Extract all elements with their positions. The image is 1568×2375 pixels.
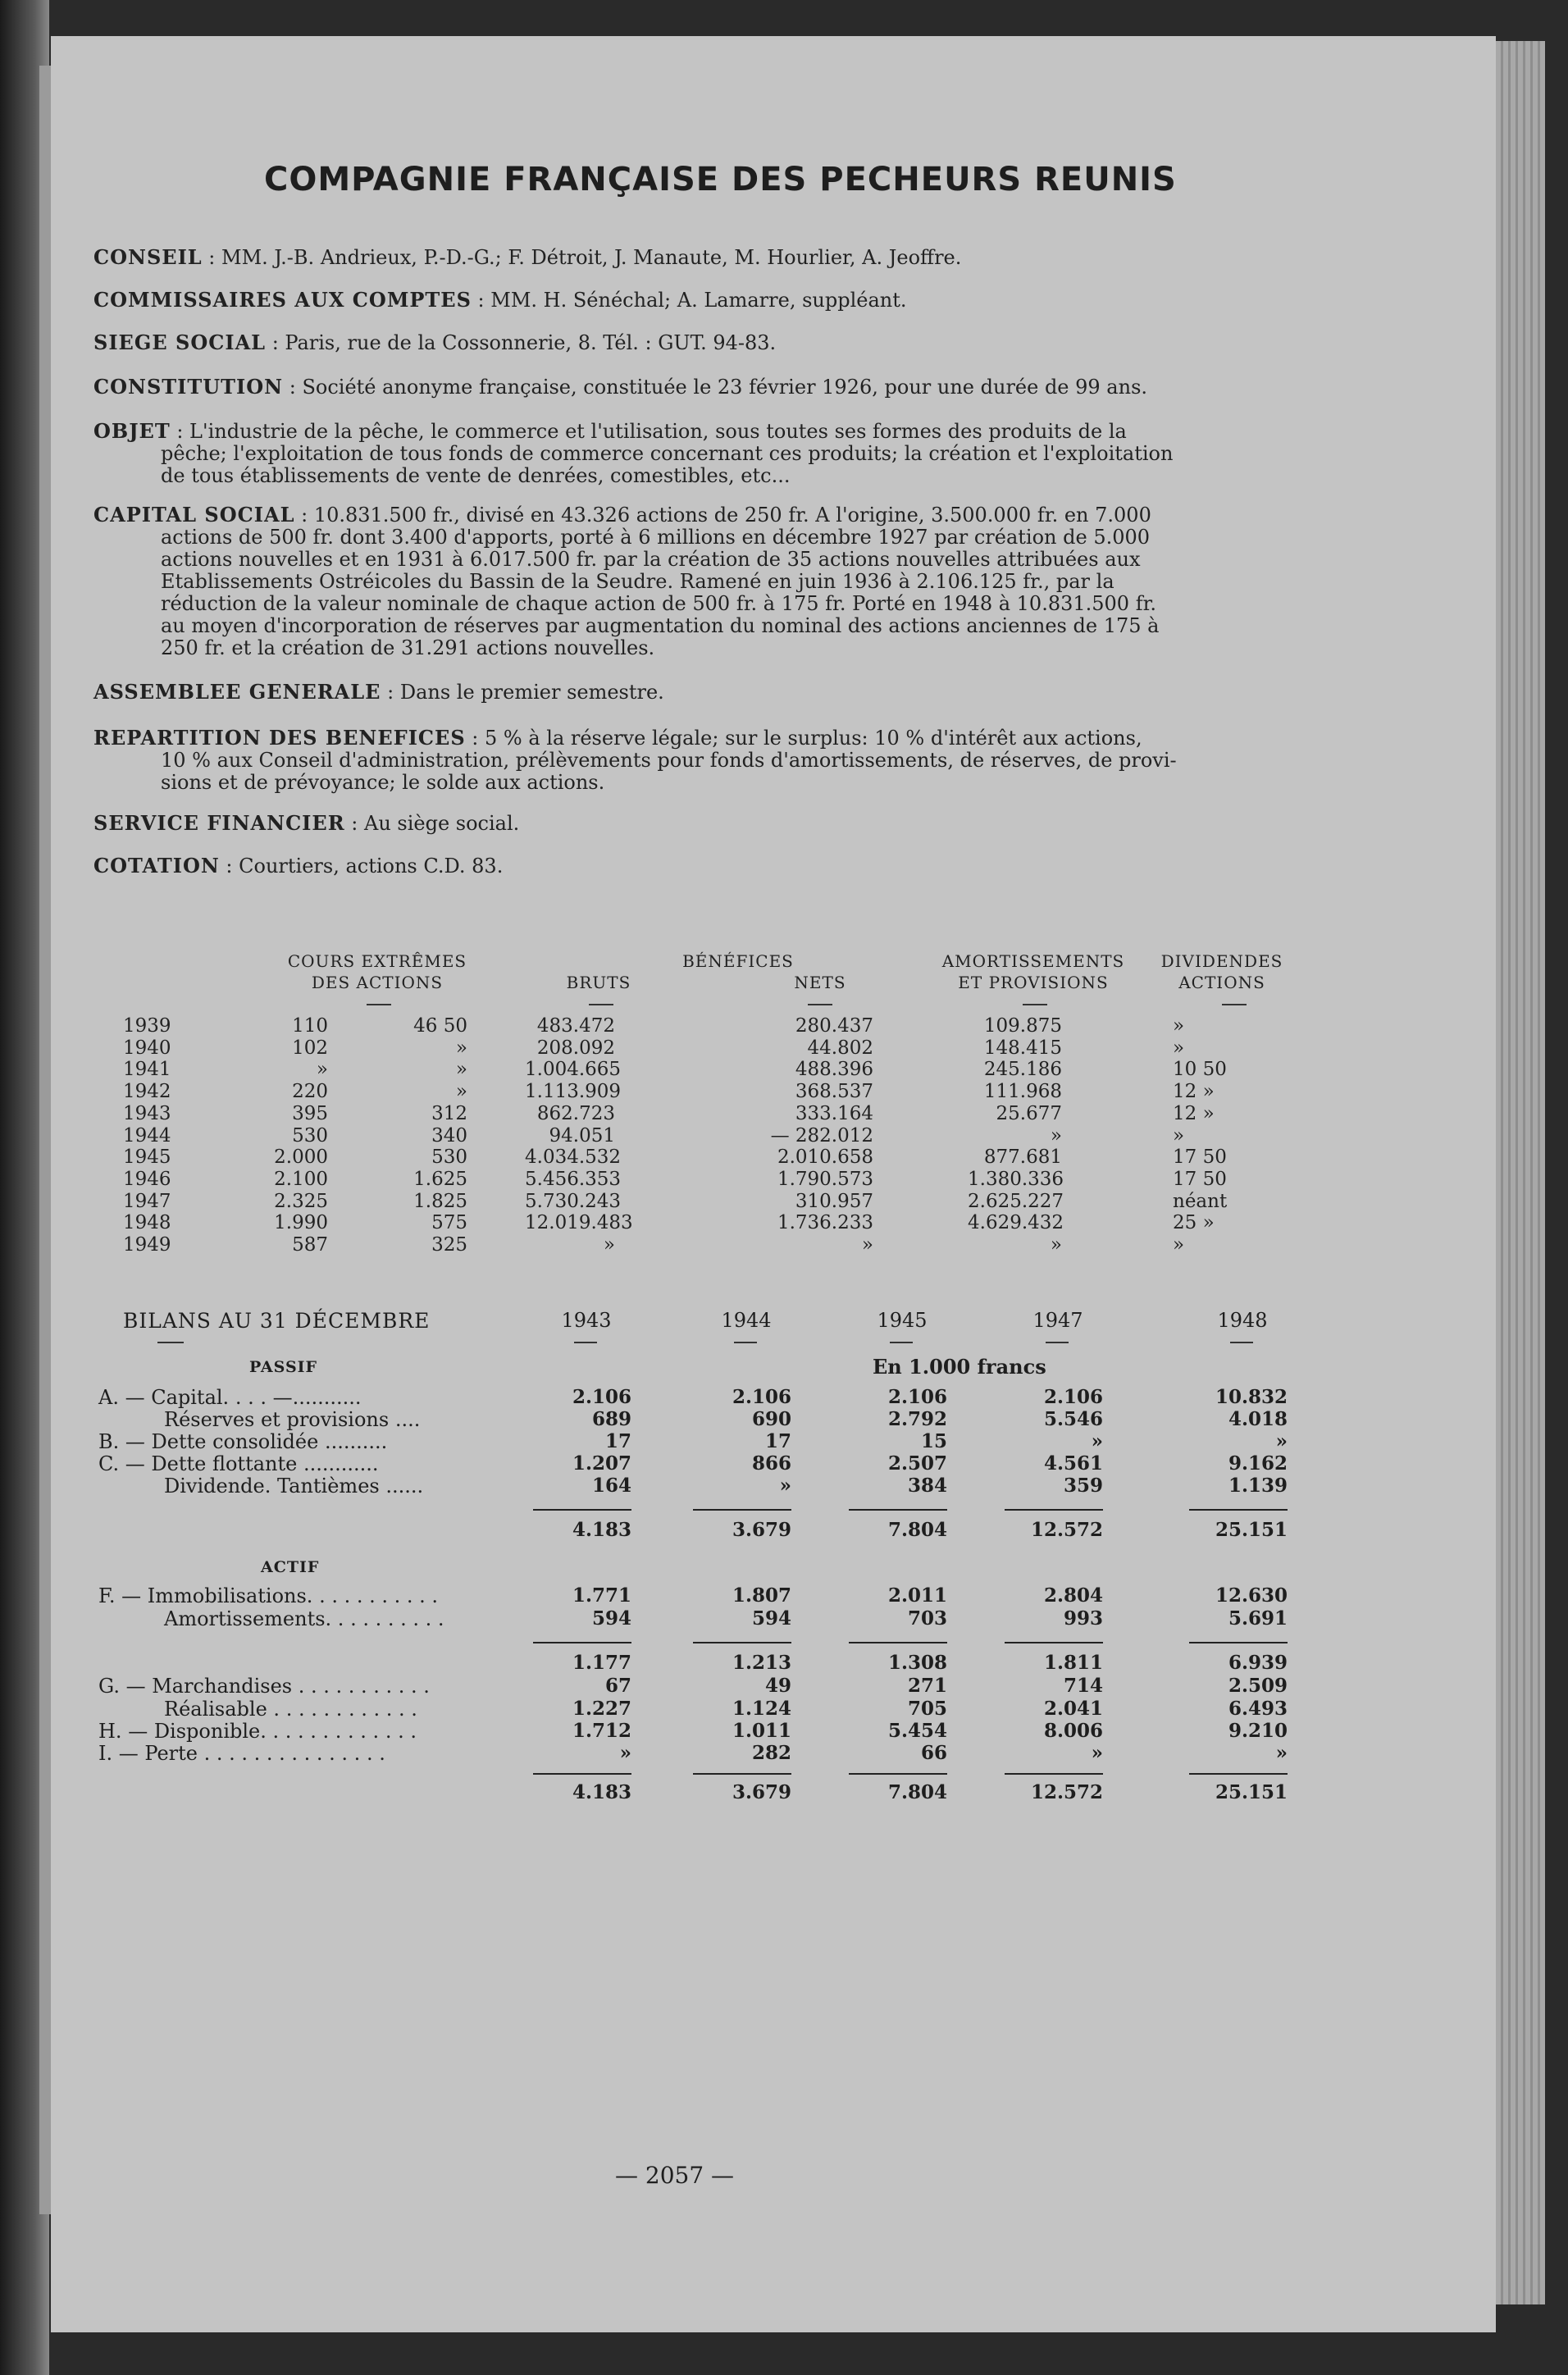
bilans-total: 7.804 <box>887 1781 947 1803</box>
bilans-value: 17 <box>764 1430 791 1452</box>
bilans-total: 4.183 <box>572 1781 631 1803</box>
field-key: COMMISSAIRES AUX COMPTES <box>93 288 472 312</box>
bilans-value: 705 <box>907 1698 947 1720</box>
info-field <box>93 289 1307 312</box>
stats-hi: » <box>316 1059 328 1081</box>
bilans-value: 2.106 <box>572 1386 631 1408</box>
bilans-label: B. — Dette consolidée .......... <box>98 1430 388 1453</box>
info-field <box>93 246 1307 269</box>
bilans-value: 1.771 <box>572 1584 631 1607</box>
bilans-label: F. — Immobilisations. . . . . . . . . . . <box>98 1584 439 1607</box>
stats-div: 12 » <box>1173 1102 1215 1124</box>
stats-lo: 46 50 <box>413 1015 467 1037</box>
stats-lo: » <box>455 1037 467 1059</box>
bilans-value: 594 <box>591 1607 631 1630</box>
bilans-year: 1948 <box>1217 1309 1268 1332</box>
bilans-total: 1.308 <box>887 1652 947 1674</box>
stats-bruts: 5.730.243 <box>525 1190 622 1212</box>
column-header: NETS <box>794 973 846 992</box>
stats-bruts: 94.051 <box>549 1124 615 1146</box>
column-header: BRUTS <box>566 973 631 992</box>
field-key: SIEGE SOCIAL <box>93 330 267 354</box>
year-dash <box>1230 1342 1253 1343</box>
stats-amort: 877.681 <box>983 1146 1062 1169</box>
column-header: ACTIONS <box>1178 973 1265 992</box>
bilans-total: 1.811 <box>1043 1652 1103 1674</box>
stats-amort: 4.629.432 <box>968 1212 1064 1234</box>
bilans-total: 1.177 <box>572 1652 631 1674</box>
bilans-value: 9.162 <box>1228 1452 1288 1475</box>
page-stack-edge <box>1496 41 1545 2304</box>
field-value-line: sions et de prévoyance; le solde aux actions. <box>161 771 605 794</box>
info-field <box>93 504 1307 659</box>
info-field <box>93 331 1307 354</box>
stats-nets: 368.537 <box>795 1081 873 1103</box>
bilans-value: 2.804 <box>1043 1584 1103 1607</box>
field-value-line: actions nouvelles et en 1931 à 6.017.500 fr. par la création de 35 actions nouvelles attribuées aux <box>161 548 1141 571</box>
stats-year: 1948 <box>123 1212 171 1234</box>
stats-year: 1942 <box>123 1081 171 1103</box>
stats-year: 1947 <box>123 1190 171 1212</box>
field-key: REPARTITION DES BENEFICES <box>93 726 466 750</box>
total-rule <box>1005 1642 1103 1643</box>
bilans-value: 714 <box>1063 1675 1103 1697</box>
bilans-label: G. — Marchandises . . . . . . . . . . . <box>98 1675 430 1698</box>
stats-lo: 530 <box>431 1146 467 1169</box>
stats-div: » <box>1173 1037 1185 1059</box>
bilans-value: 690 <box>751 1408 791 1430</box>
stats-amort: 111.968 <box>983 1081 1062 1103</box>
bilans-label: I. — Perte . . . . . . . . . . . . . . . <box>98 1742 385 1765</box>
bilans-label: H. — Disponible. . . . . . . . . . . . . <box>98 1720 417 1743</box>
field-value-line: réduction de la valeur nominale de chaque action de 500 fr. à 175 fr. Porté en 1948 à 10.831.500 fr. <box>161 592 1157 615</box>
stats-nets: 2.010.658 <box>777 1146 873 1169</box>
field-key: CONSTITUTION <box>93 375 284 399</box>
bilans-label: A. — Capital. . . . —........... <box>98 1386 362 1409</box>
stats-hi: 1.990 <box>274 1212 328 1234</box>
bilans-value: 9.210 <box>1228 1720 1288 1742</box>
bilans-value: 703 <box>907 1607 947 1630</box>
stats-amort: 245.186 <box>983 1059 1062 1081</box>
stats-amort: » <box>1050 1234 1062 1256</box>
total-rule <box>1189 1773 1288 1775</box>
bilans-year: 1947 <box>1032 1309 1083 1332</box>
bilans-year: 1943 <box>561 1309 612 1332</box>
bilans-value: 10.832 <box>1215 1386 1288 1408</box>
bilans-total: 25.151 <box>1215 1781 1288 1803</box>
stats-bruts: 4.034.532 <box>525 1146 622 1169</box>
stats-div: » <box>1173 1015 1185 1037</box>
field-sep: : <box>465 727 485 750</box>
passif-label: PASSIF <box>249 1358 318 1376</box>
bilans-value: » <box>1091 1430 1103 1452</box>
bilans-value: 4.561 <box>1043 1452 1103 1475</box>
bilans-total: 12.572 <box>1030 1519 1103 1541</box>
stats-lo: 1.625 <box>413 1168 467 1190</box>
column-header: BÉNÉFICES <box>682 951 794 971</box>
stats-div: néant <box>1173 1190 1228 1212</box>
bilans-value: 2.106 <box>887 1386 947 1408</box>
stats-nets: 280.437 <box>795 1015 873 1037</box>
stats-div: » <box>1173 1124 1185 1146</box>
stats-year: 1940 <box>123 1037 171 1059</box>
bilans-value: 5.691 <box>1228 1607 1288 1630</box>
bilans-value: 2.106 <box>732 1386 791 1408</box>
field-sep: : <box>344 812 364 835</box>
stats-div: 17 50 <box>1173 1146 1227 1169</box>
bilans-value: 1.011 <box>732 1720 791 1742</box>
field-value-line: pêche; l'exploitation de tous fonds de commerce concernant ces produits; la création et l'exploitation <box>161 442 1174 465</box>
total-rule <box>849 1509 947 1511</box>
stats-nets: 310.957 <box>795 1190 873 1212</box>
bilans-total: 12.572 <box>1030 1781 1103 1803</box>
stats-hi: 2.000 <box>274 1146 328 1169</box>
total-rule <box>1189 1509 1288 1511</box>
stats-amort: 148.415 <box>983 1037 1062 1059</box>
field-value: MM. H. Sénéchal; A. Lamarre, suppléant. <box>490 289 907 312</box>
stats-amort: 1.380.336 <box>968 1168 1064 1190</box>
bilans-value: 2.792 <box>887 1408 947 1430</box>
stats-hi: 110 <box>292 1015 328 1037</box>
stats-year: 1949 <box>123 1234 171 1256</box>
stats-hi: 530 <box>292 1124 328 1146</box>
stats-bruts: 1.113.909 <box>525 1081 622 1103</box>
bilans-total: 3.679 <box>732 1519 791 1541</box>
stats-nets: — 282.012 <box>770 1124 873 1146</box>
stats-year: 1944 <box>123 1124 171 1146</box>
info-field <box>93 855 1307 878</box>
header-dash <box>589 1004 613 1005</box>
stats-lo: » <box>455 1081 467 1103</box>
bilans-value: » <box>779 1475 791 1497</box>
bilans-value: 1.712 <box>572 1720 631 1742</box>
page-title: COMPAGNIE FRANÇAISE DES PECHEURS REUNIS <box>264 161 1177 198</box>
bilans-value: 5.454 <box>887 1720 947 1742</box>
stats-nets: 1.736.233 <box>777 1212 873 1234</box>
bilans-total: 4.183 <box>572 1519 631 1541</box>
bilans-value: 17 <box>604 1430 631 1452</box>
stats-bruts: » <box>603 1234 615 1256</box>
stats-bruts: 1.004.665 <box>525 1059 622 1081</box>
stats-nets: 44.802 <box>807 1037 873 1059</box>
field-sep: : <box>170 420 190 443</box>
bilans-value: 66 <box>920 1742 947 1764</box>
total-rule <box>693 1642 791 1643</box>
stats-nets: » <box>861 1234 873 1256</box>
bilans-label: Réserves et provisions .... <box>164 1408 421 1431</box>
field-value-line: actions de 500 fr. dont 3.400 d'apports, porté à 6 millions en décembre 1927 par création de 5.000 <box>161 526 1151 549</box>
stats-bruts: 12.019.483 <box>525 1212 633 1234</box>
bilans-year: 1945 <box>877 1309 928 1332</box>
bilans-value: » <box>1275 1430 1288 1452</box>
bilans-value: 1.124 <box>732 1698 791 1720</box>
field-value: Dans le premier semestre. <box>399 681 664 704</box>
stats-amort: 25.677 <box>996 1102 1062 1124</box>
bilans-value: 2.507 <box>887 1452 947 1475</box>
stats-bruts: 5.456.353 <box>525 1168 622 1190</box>
bilans-value: 15 <box>920 1430 947 1452</box>
bilans-value: 689 <box>591 1408 631 1430</box>
bilans-label: Réalisable . . . . . . . . . . . . <box>164 1698 417 1721</box>
stats-lo: 575 <box>431 1212 467 1234</box>
field-value: Au siège social. <box>363 812 520 835</box>
bilans-total: 25.151 <box>1215 1519 1288 1541</box>
bilans-value: 1.139 <box>1228 1475 1288 1497</box>
field-sep: : <box>219 855 239 878</box>
bilans-total: 3.679 <box>732 1781 791 1803</box>
field-sep: : <box>294 504 314 527</box>
header-dash <box>808 1004 832 1005</box>
page-number: — 2057 — <box>615 2162 735 2189</box>
bilans-value: 2.509 <box>1228 1675 1288 1697</box>
bilans-label: Dividende. Tantièmes ...... <box>164 1475 424 1497</box>
field-value-line: 250 fr. et la création de 31.291 actions nouvelles. <box>161 636 655 659</box>
bilans-value: 12.630 <box>1215 1584 1288 1607</box>
total-rule <box>849 1642 947 1643</box>
info-field <box>93 420 1307 487</box>
field-value-line: 10 % aux Conseil d'administration, prélèvements pour fonds d'amortissements, de réserves, de provi- <box>161 749 1177 772</box>
stats-nets: 333.164 <box>795 1102 873 1124</box>
bilans-total: 1.213 <box>732 1652 791 1674</box>
stats-nets: 1.790.573 <box>777 1168 873 1190</box>
bilans-value: » <box>1275 1742 1288 1764</box>
field-value-line: Etablissements Ostréicoles du Bassin de la Seudre. Ramené en juin 1936 à 2.106.125 fr., par la <box>161 570 1114 593</box>
bilans-value: 271 <box>907 1675 947 1697</box>
stats-hi: 587 <box>292 1234 328 1256</box>
field-value: L'industrie de la pêche, le commerce et l'utilisation, sous toutes ses formes des produits de la <box>189 420 1127 443</box>
actif-label: ACTIF <box>261 1558 320 1576</box>
bilans-value: 359 <box>1063 1475 1103 1497</box>
column-header: DES ACTIONS <box>311 973 444 992</box>
stats-div: 12 » <box>1173 1081 1215 1103</box>
info-field <box>93 727 1307 794</box>
stats-year: 1946 <box>123 1168 171 1190</box>
stats-hi: 395 <box>292 1102 328 1124</box>
stats-bruts: 483.472 <box>536 1015 615 1037</box>
stats-year: 1941 <box>123 1059 171 1081</box>
field-value: Société anonyme française, constituée le 23 février 1926, pour une durée de 99 ans. <box>302 376 1148 399</box>
unit-label: En 1.000 francs <box>873 1355 1046 1379</box>
year-dash <box>574 1342 597 1343</box>
total-rule <box>533 1509 631 1511</box>
info-field <box>93 376 1307 399</box>
field-value: 5 % à la réserve légale; sur le surplus: 10 % d'intérêt aux actions, <box>485 727 1142 750</box>
column-header: COURS EXTRÊMES <box>287 951 467 971</box>
total-rule <box>1005 1773 1103 1775</box>
header-dash <box>367 1004 391 1005</box>
bilans-value: 1.207 <box>572 1452 631 1475</box>
total-rule <box>693 1509 791 1511</box>
total-rule <box>533 1773 631 1775</box>
total-rule <box>1189 1642 1288 1643</box>
stats-hi: 2.100 <box>274 1168 328 1190</box>
bilans-value: 1.227 <box>572 1698 631 1720</box>
total-rule <box>693 1773 791 1775</box>
bilans-value: 866 <box>751 1452 791 1475</box>
stats-amort: 2.625.227 <box>968 1190 1064 1212</box>
column-header: DIVIDENDES <box>1160 951 1283 971</box>
stats-lo: 312 <box>431 1102 467 1124</box>
stats-hi: 220 <box>292 1081 328 1103</box>
bilans-value: 5.546 <box>1043 1408 1103 1430</box>
stats-nets: 488.396 <box>795 1059 873 1081</box>
stats-year: 1943 <box>123 1102 171 1124</box>
stats-div: 10 50 <box>1173 1059 1227 1081</box>
stats-div: 17 50 <box>1173 1168 1227 1190</box>
field-value: Courtiers, actions C.D. 83. <box>239 855 504 878</box>
field-key: COTATION <box>93 854 220 878</box>
stats-amort: » <box>1050 1124 1062 1146</box>
bilans-value: 282 <box>751 1742 791 1764</box>
field-sep: : <box>202 246 222 269</box>
stats-div: 25 » <box>1173 1212 1215 1234</box>
field-value: MM. J.-B. Andrieux, P.-D.-G.; F. Détroit, J. Manaute, M. Hourlier, A. Jeoffre. <box>221 246 962 269</box>
total-rule <box>849 1773 947 1775</box>
info-field <box>93 812 1307 835</box>
title-dash <box>157 1342 184 1343</box>
bilans-value: 384 <box>907 1475 947 1497</box>
field-sep: : <box>266 331 285 354</box>
field-key: OBJET <box>93 419 171 443</box>
field-value: Paris, rue de la Cossonnerie, 8. Tél. : GUT. 94-83. <box>285 331 777 354</box>
info-field <box>93 681 1307 704</box>
bilans-total: 7.804 <box>887 1519 947 1541</box>
stats-div: » <box>1173 1234 1185 1256</box>
field-key: SERVICE FINANCIER <box>93 811 345 835</box>
field-value-line: de tous établissements de vente de denrées, comestibles, etc... <box>161 464 791 487</box>
stats-year: 1945 <box>123 1146 171 1169</box>
stats-lo: » <box>455 1059 467 1081</box>
year-dash <box>1046 1342 1069 1343</box>
bilans-value: » <box>619 1742 631 1764</box>
bilans-title: BILANS AU 31 DÉCEMBRE <box>123 1309 431 1333</box>
header-dash <box>1222 1004 1247 1005</box>
stats-lo: 340 <box>431 1124 467 1146</box>
field-sep: : <box>283 376 303 399</box>
bilans-value: 2.041 <box>1043 1698 1103 1720</box>
bilans-value: 993 <box>1063 1607 1103 1630</box>
stats-hi: 102 <box>292 1037 328 1059</box>
bilans-value: 8.006 <box>1043 1720 1103 1742</box>
year-dash <box>734 1342 757 1343</box>
bilans-value: 1.807 <box>732 1584 791 1607</box>
field-sep: : <box>381 681 400 704</box>
bilans-value: 49 <box>764 1675 791 1697</box>
bilans-value: 594 <box>751 1607 791 1630</box>
column-header: AMORTISSEMENTS <box>941 951 1125 971</box>
year-dash <box>890 1342 913 1343</box>
total-rule <box>1005 1509 1103 1511</box>
field-value: 10.831.500 fr., divisé en 43.326 actions de 250 fr. A l'origine, 3.500.000 fr. en 7.000 <box>313 504 1151 527</box>
field-key: ASSEMBLEE GENERALE <box>93 680 381 704</box>
stats-lo: 1.825 <box>413 1190 467 1212</box>
header-dash <box>1023 1004 1047 1005</box>
stats-amort: 109.875 <box>983 1015 1062 1037</box>
stats-year: 1939 <box>123 1015 171 1037</box>
column-header: ET PROVISIONS <box>958 973 1109 992</box>
stats-bruts: 208.092 <box>536 1037 615 1059</box>
bilans-label: Amortissements. . . . . . . . . . <box>164 1607 444 1630</box>
bilans-total: 6.939 <box>1228 1652 1288 1674</box>
field-sep: : <box>471 289 491 312</box>
bilans-value: 164 <box>591 1475 631 1497</box>
bilans-year: 1944 <box>721 1309 772 1332</box>
total-rule <box>533 1642 631 1643</box>
bilans-value: 2.106 <box>1043 1386 1103 1408</box>
field-key: CONSEIL <box>93 245 203 269</box>
bilans-value: » <box>1091 1742 1103 1764</box>
field-value-line: au moyen d'incorporation de réserves par augmentation du nominal des actions anciennes de 175 à <box>161 614 1160 637</box>
bilans-value: 2.011 <box>887 1584 947 1607</box>
stats-bruts: 862.723 <box>536 1102 615 1124</box>
stats-hi: 2.325 <box>274 1190 328 1212</box>
stats-lo: 325 <box>431 1234 467 1256</box>
field-key: CAPITAL SOCIAL <box>93 503 295 527</box>
bilans-label: C. — Dette flottante ............ <box>98 1452 379 1475</box>
bilans-value: 67 <box>604 1675 631 1697</box>
bilans-value: 4.018 <box>1228 1408 1288 1430</box>
bilans-value: 6.493 <box>1228 1698 1288 1720</box>
